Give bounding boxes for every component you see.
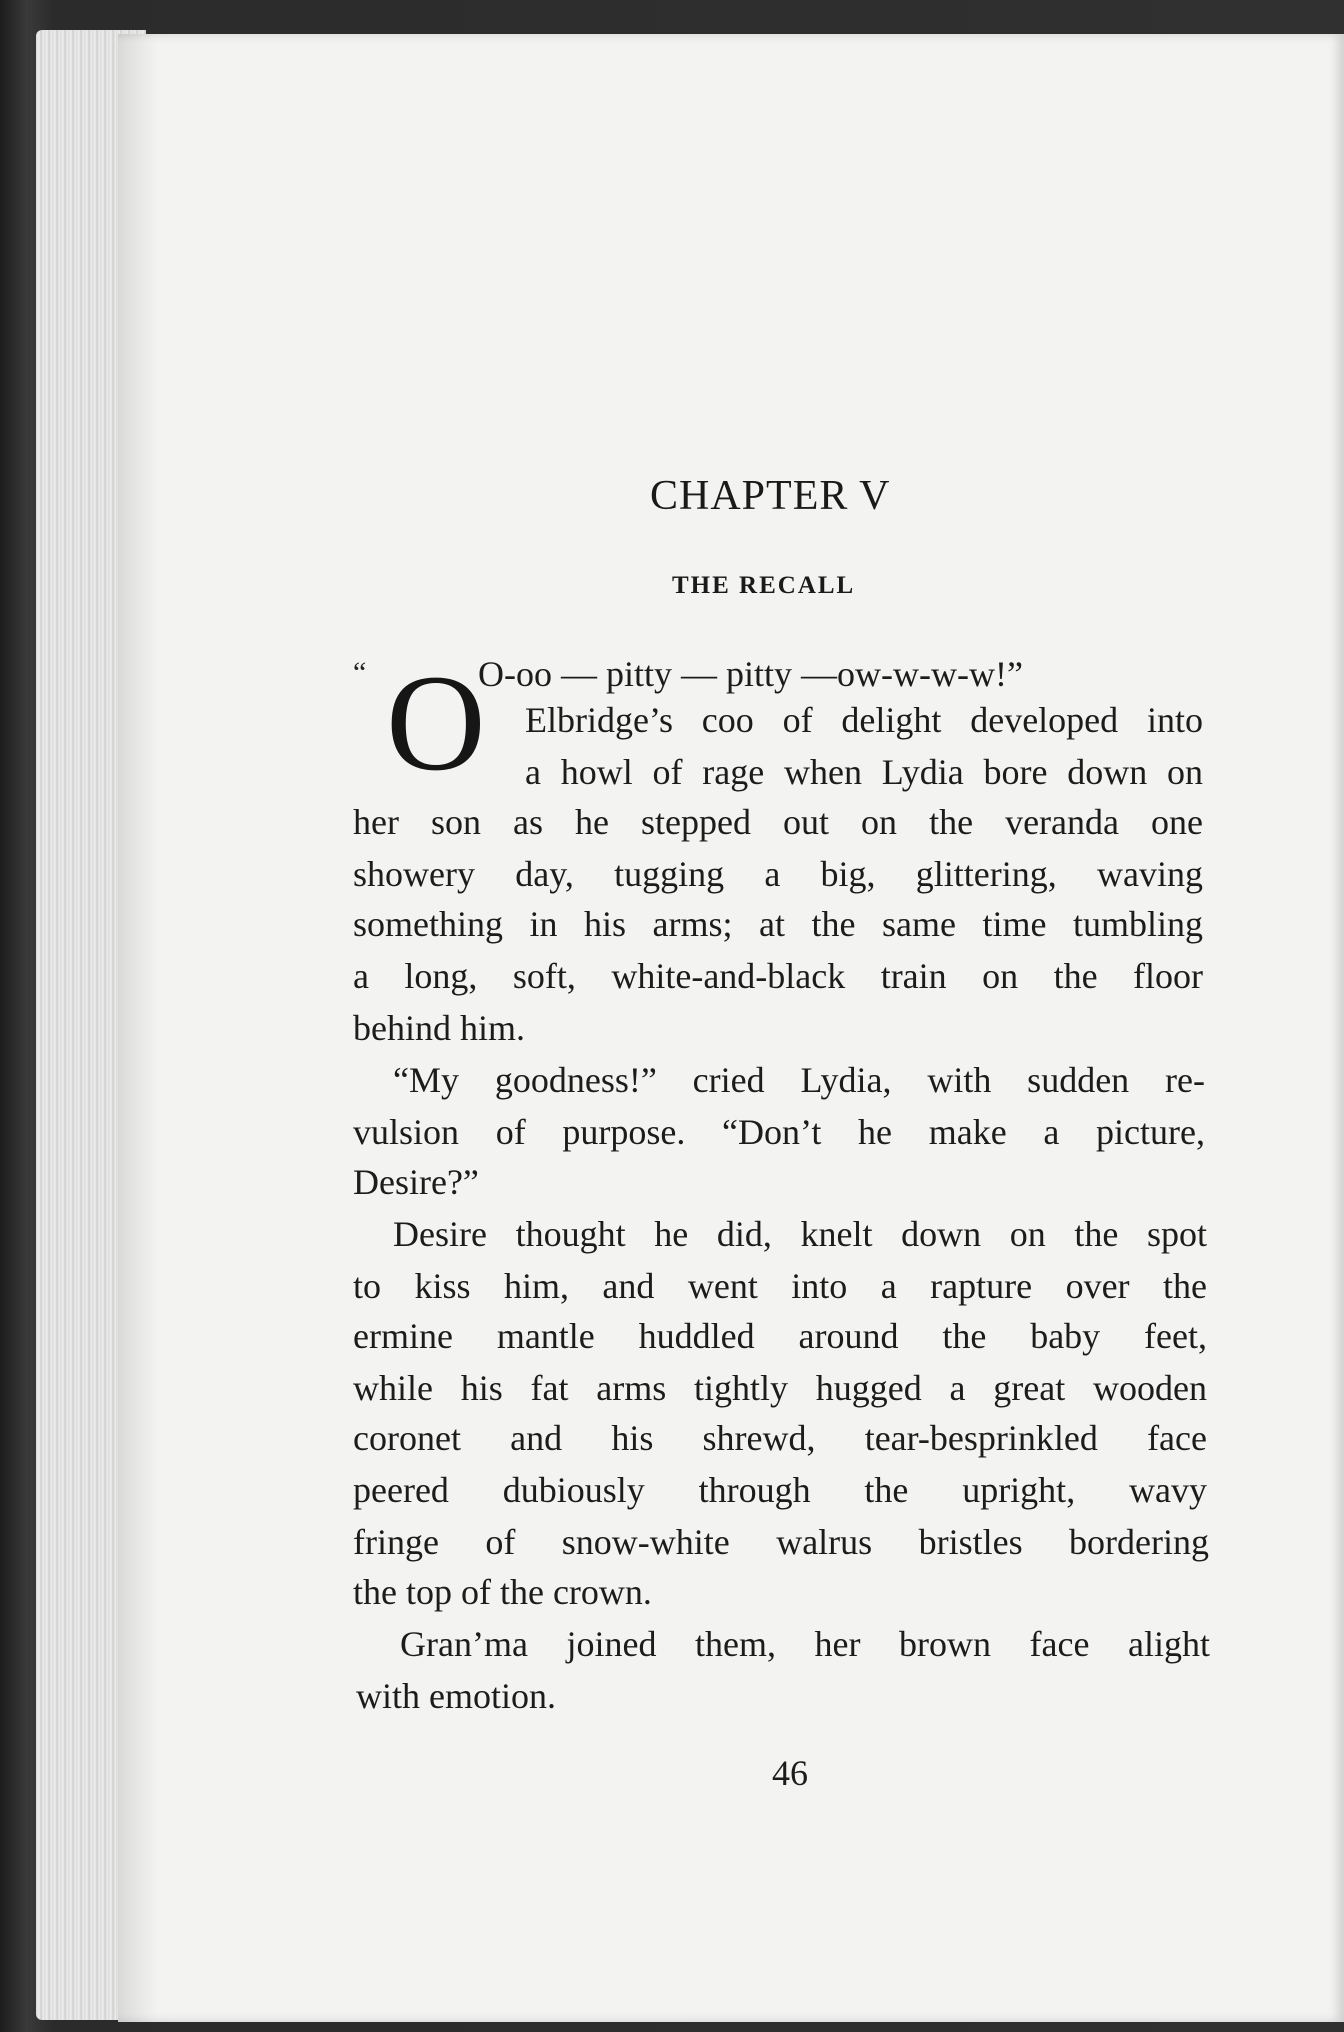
body-line: O-oo — pitty — pitty —ow-w-w-w!” — [478, 654, 1023, 694]
body-line: while his fat arms tightly hugged a great wooden — [353, 1368, 1207, 1408]
chapter-subtitle: THE RECALL — [672, 572, 856, 599]
body-line: behind him. — [353, 1008, 525, 1048]
body-line: to kiss him, and went into a rapture over the — [353, 1266, 1207, 1306]
gutter-shadow — [118, 34, 158, 2022]
body-line: peered dubiously through the upright, wavy — [353, 1470, 1207, 1510]
body-line: Elbridge’s coo of delight developed into — [525, 700, 1203, 740]
chapter-heading: CHAPTER V — [650, 473, 891, 519]
opening-quote-mark: “ — [353, 656, 367, 689]
body-line: her son as he stepped out on the veranda one — [353, 802, 1203, 842]
book-page — [118, 34, 1344, 2022]
body-line: showery day, tugging a big, glittering, waving — [353, 854, 1203, 894]
body-line: fringe of snow-white walrus bristles bordering — [353, 1522, 1209, 1562]
body-line: a howl of rage when Lydia bore down on — [525, 752, 1203, 792]
body-line: Desire?” — [353, 1162, 479, 1202]
body-line: the top of the crown. — [353, 1572, 652, 1612]
body-line: with emotion. — [356, 1676, 556, 1716]
body-line: Desire thought he did, knelt down on the spot — [393, 1214, 1207, 1254]
body-line: coronet and his shrewd, tear-besprinkled face — [353, 1418, 1207, 1458]
body-line: Gran’ma joined them, her brown face alight — [400, 1624, 1210, 1664]
page-number: 46 — [772, 1753, 808, 1793]
body-line: a long, soft, white-and-black train on the floor — [353, 956, 1203, 996]
body-line: vulsion of purpose. “Don’t he make a picture, — [353, 1112, 1205, 1152]
body-line: ermine mantle huddled around the baby feet, — [353, 1316, 1207, 1356]
body-line: “My goodness!” cried Lydia, with sudden re- — [393, 1060, 1205, 1100]
body-line: something in his arms; at the same time tumbling — [353, 904, 1203, 944]
drop-cap: O — [386, 646, 486, 799]
